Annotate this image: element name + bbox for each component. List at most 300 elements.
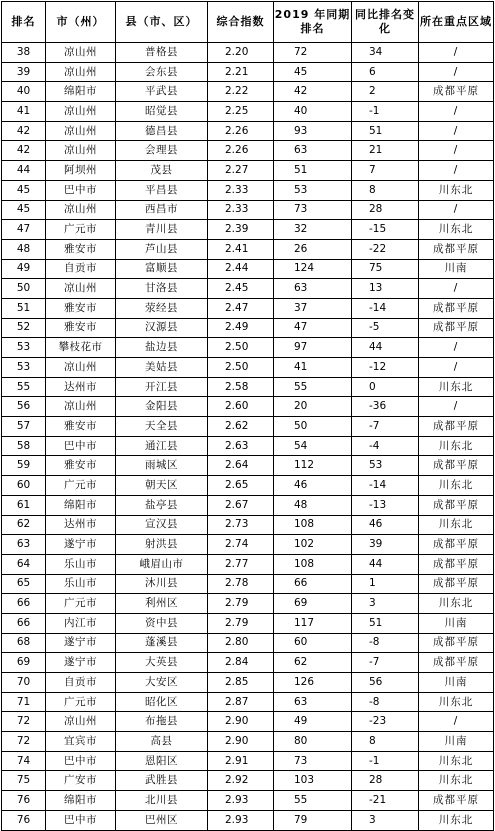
cell-county: 平昌县 [116, 180, 208, 200]
cell-rank-change: -12 [352, 358, 419, 378]
cell-region: / [419, 712, 494, 732]
cell-region: 成都平原 [419, 82, 494, 102]
cell-prev-rank: 80 [274, 732, 352, 752]
cell-city: 凉山州 [46, 102, 116, 122]
cell-composite-index: 2.60 [208, 397, 274, 417]
cell-rank: 59 [2, 456, 46, 476]
cell-city: 凉山州 [46, 200, 116, 220]
cell-composite-index: 2.22 [208, 82, 274, 102]
cell-region: / [419, 358, 494, 378]
cell-rank-change: 1 [352, 574, 419, 594]
cell-county: 大安区 [116, 673, 208, 693]
cell-composite-index: 2.44 [208, 259, 274, 279]
cell-rank-change: 34 [352, 43, 419, 63]
table-row [2, 417, 494, 437]
cell-city: 凉山州 [46, 397, 116, 417]
cell-region: 川东北 [419, 751, 494, 771]
cell-rank-change: 51 [352, 613, 419, 633]
cell-region: / [419, 62, 494, 82]
cell-county: 北川县 [116, 791, 208, 811]
cell-county: 富顺县 [116, 259, 208, 279]
cell-region: / [419, 200, 494, 220]
cell-region: 成都平原 [419, 417, 494, 437]
cell-county: 汉源县 [116, 318, 208, 338]
cell-rank-change: 44 [352, 338, 419, 358]
cell-region: 川南 [419, 613, 494, 633]
table-row [2, 338, 494, 358]
cell-region: 成都平原 [419, 495, 494, 515]
table-header [2, 2, 494, 43]
cell-city: 乐山市 [46, 574, 116, 594]
cell-rank: 47 [2, 220, 46, 240]
cell-rank: 44 [2, 161, 46, 181]
cell-prev-rank: 60 [274, 633, 352, 653]
table-row [2, 771, 494, 791]
cell-composite-index: 2.73 [208, 515, 274, 535]
cell-region: 川东北 [419, 180, 494, 200]
cell-region: 成都平原 [419, 653, 494, 673]
table-row [2, 574, 494, 594]
cell-county: 武胜县 [116, 771, 208, 791]
cell-city: 遂宁市 [46, 653, 116, 673]
cell-county: 昭化区 [116, 692, 208, 712]
cell-city: 绵阳市 [46, 495, 116, 515]
cell-county: 巴州区 [116, 810, 208, 830]
cell-prev-rank: 54 [274, 436, 352, 456]
cell-prev-rank: 93 [274, 121, 352, 141]
header-region: 所在重点区域 [419, 2, 494, 43]
header-city: 市（州） [46, 2, 116, 43]
cell-region: 成都平原 [419, 298, 494, 318]
cell-rank: 61 [2, 495, 46, 515]
cell-rank-change: 13 [352, 279, 419, 299]
cell-composite-index: 2.93 [208, 791, 274, 811]
cell-rank-change: 0 [352, 377, 419, 397]
table-row [2, 82, 494, 102]
table-row [2, 102, 494, 122]
cell-prev-rank: 55 [274, 791, 352, 811]
table-row [2, 259, 494, 279]
cell-rank: 51 [2, 298, 46, 318]
cell-county: 西昌市 [116, 200, 208, 220]
table-row [2, 476, 494, 496]
table-body [2, 43, 494, 831]
cell-rank-change: 53 [352, 456, 419, 476]
cell-city: 广安市 [46, 771, 116, 791]
cell-composite-index: 2.87 [208, 692, 274, 712]
cell-composite-index: 2.49 [208, 318, 274, 338]
cell-region: 成都平原 [419, 318, 494, 338]
table-row [2, 732, 494, 752]
table-row [2, 318, 494, 338]
cell-rank: 64 [2, 554, 46, 574]
table-row [2, 180, 494, 200]
cell-composite-index: 2.92 [208, 771, 274, 791]
cell-rank: 48 [2, 239, 46, 259]
cell-prev-rank: 108 [274, 515, 352, 535]
cell-city: 凉山州 [46, 62, 116, 82]
table-row [2, 594, 494, 614]
cell-rank: 60 [2, 476, 46, 496]
cell-county: 宣汉县 [116, 515, 208, 535]
cell-rank-change: 39 [352, 535, 419, 555]
cell-city: 自贡市 [46, 673, 116, 693]
cell-rank-change: -23 [352, 712, 419, 732]
cell-composite-index: 2.78 [208, 574, 274, 594]
header-row [2, 2, 494, 43]
county-ranking-table [1, 1, 494, 831]
cell-rank: 66 [2, 613, 46, 633]
cell-city: 达州市 [46, 515, 116, 535]
cell-rank-change: 3 [352, 810, 419, 830]
cell-county: 峨眉山市 [116, 554, 208, 574]
cell-region: / [419, 102, 494, 122]
cell-county: 蓬溪县 [116, 633, 208, 653]
cell-rank: 72 [2, 732, 46, 752]
cell-city: 达州市 [46, 377, 116, 397]
cell-rank: 75 [2, 771, 46, 791]
cell-prev-rank: 53 [274, 180, 352, 200]
cell-rank-change: 75 [352, 259, 419, 279]
cell-region: 成都平原 [419, 554, 494, 574]
cell-county: 芦山县 [116, 239, 208, 259]
cell-rank-change: 6 [352, 62, 419, 82]
table-row [2, 377, 494, 397]
cell-city: 雅安市 [46, 417, 116, 437]
cell-county: 恩阳区 [116, 751, 208, 771]
cell-rank-change: 3 [352, 594, 419, 614]
cell-rank: 76 [2, 791, 46, 811]
cell-composite-index: 2.91 [208, 751, 274, 771]
cell-prev-rank: 66 [274, 574, 352, 594]
table-row [2, 692, 494, 712]
cell-rank-change: -14 [352, 476, 419, 496]
cell-rank: 45 [2, 200, 46, 220]
cell-city: 巴中市 [46, 751, 116, 771]
cell-city: 雅安市 [46, 298, 116, 318]
cell-county: 布拖县 [116, 712, 208, 732]
cell-composite-index: 2.33 [208, 180, 274, 200]
cell-city: 自贡市 [46, 259, 116, 279]
cell-prev-rank: 102 [274, 535, 352, 555]
cell-rank: 69 [2, 653, 46, 673]
cell-county: 盐边县 [116, 338, 208, 358]
table-row [2, 535, 494, 555]
cell-rank-change: -8 [352, 692, 419, 712]
cell-prev-rank: 63 [274, 141, 352, 161]
cell-rank-change: 44 [352, 554, 419, 574]
cell-rank: 49 [2, 259, 46, 279]
table-row [2, 810, 494, 830]
cell-rank: 70 [2, 673, 46, 693]
cell-rank: 66 [2, 594, 46, 614]
table-row [2, 633, 494, 653]
cell-rank: 63 [2, 535, 46, 555]
cell-county: 大英县 [116, 653, 208, 673]
cell-city: 绵阳市 [46, 82, 116, 102]
cell-region: 川东北 [419, 810, 494, 830]
cell-prev-rank: 41 [274, 358, 352, 378]
cell-city: 广元市 [46, 692, 116, 712]
cell-prev-rank: 124 [274, 259, 352, 279]
cell-composite-index: 2.74 [208, 535, 274, 555]
cell-county: 美姑县 [116, 358, 208, 378]
cell-county: 射洪县 [116, 535, 208, 555]
cell-prev-rank: 117 [274, 613, 352, 633]
cell-county: 昭觉县 [116, 102, 208, 122]
cell-city: 凉山州 [46, 712, 116, 732]
table-row [2, 751, 494, 771]
cell-prev-rank: 47 [274, 318, 352, 338]
cell-rank: 71 [2, 692, 46, 712]
table-row [2, 43, 494, 63]
cell-region: 成都平原 [419, 535, 494, 555]
cell-county: 平武县 [116, 82, 208, 102]
cell-rank: 74 [2, 751, 46, 771]
cell-composite-index: 2.21 [208, 62, 274, 82]
table-row [2, 121, 494, 141]
cell-city: 雅安市 [46, 239, 116, 259]
cell-composite-index: 2.79 [208, 594, 274, 614]
cell-prev-rank: 49 [274, 712, 352, 732]
table-row [2, 791, 494, 811]
table-row [2, 141, 494, 161]
table-row [2, 436, 494, 456]
cell-prev-rank: 50 [274, 417, 352, 437]
cell-city: 宜宾市 [46, 732, 116, 752]
cell-region: / [419, 279, 494, 299]
cell-region: 成都平原 [419, 574, 494, 594]
cell-county: 高县 [116, 732, 208, 752]
cell-county: 会东县 [116, 62, 208, 82]
cell-rank: 40 [2, 82, 46, 102]
cell-county: 荥经县 [116, 298, 208, 318]
cell-rank: 42 [2, 141, 46, 161]
table-row [2, 673, 494, 693]
cell-rank: 62 [2, 515, 46, 535]
cell-prev-rank: 79 [274, 810, 352, 830]
cell-city: 凉山州 [46, 43, 116, 63]
cell-prev-rank: 51 [274, 161, 352, 181]
cell-composite-index: 2.90 [208, 712, 274, 732]
cell-rank-change: 8 [352, 180, 419, 200]
table-row [2, 653, 494, 673]
cell-county: 德昌县 [116, 121, 208, 141]
cell-rank: 53 [2, 358, 46, 378]
cell-composite-index: 2.80 [208, 633, 274, 653]
cell-rank-change: -15 [352, 220, 419, 240]
cell-rank: 53 [2, 338, 46, 358]
cell-prev-rank: 103 [274, 771, 352, 791]
cell-prev-rank: 48 [274, 495, 352, 515]
cell-prev-rank: 73 [274, 200, 352, 220]
cell-prev-rank: 55 [274, 377, 352, 397]
cell-region: 川东北 [419, 377, 494, 397]
cell-rank: 72 [2, 712, 46, 732]
cell-county: 资中县 [116, 613, 208, 633]
header-rank-change: 同比排名变化 [352, 2, 419, 43]
cell-composite-index: 2.65 [208, 476, 274, 496]
cell-region: 成都平原 [419, 633, 494, 653]
cell-rank: 38 [2, 43, 46, 63]
cell-rank-change: -22 [352, 239, 419, 259]
cell-city: 凉山州 [46, 279, 116, 299]
cell-rank: 68 [2, 633, 46, 653]
cell-prev-rank: 62 [274, 653, 352, 673]
cell-region: 川东北 [419, 594, 494, 614]
cell-county: 盐亭县 [116, 495, 208, 515]
cell-county: 天全县 [116, 417, 208, 437]
cell-county: 朝天区 [116, 476, 208, 496]
cell-region: 川东北 [419, 692, 494, 712]
cell-city: 雅安市 [46, 456, 116, 476]
cell-county: 开江县 [116, 377, 208, 397]
cell-prev-rank: 97 [274, 338, 352, 358]
cell-composite-index: 2.47 [208, 298, 274, 318]
cell-composite-index: 2.62 [208, 417, 274, 437]
cell-prev-rank: 126 [274, 673, 352, 693]
cell-rank-change: 56 [352, 673, 419, 693]
cell-city: 广元市 [46, 594, 116, 614]
cell-rank: 52 [2, 318, 46, 338]
cell-rank-change: 46 [352, 515, 419, 535]
cell-composite-index: 2.33 [208, 200, 274, 220]
cell-composite-index: 2.79 [208, 613, 274, 633]
cell-composite-index: 2.27 [208, 161, 274, 181]
cell-city: 遂宁市 [46, 633, 116, 653]
cell-composite-index: 2.93 [208, 810, 274, 830]
cell-county: 沐川县 [116, 574, 208, 594]
cell-composite-index: 2.64 [208, 456, 274, 476]
cell-region: 川南 [419, 732, 494, 752]
cell-composite-index: 2.77 [208, 554, 274, 574]
cell-rank-change: 21 [352, 141, 419, 161]
table-row [2, 279, 494, 299]
header-county: 县（市、区） [116, 2, 208, 43]
table-row [2, 161, 494, 181]
table-row [2, 358, 494, 378]
cell-rank-change: -36 [352, 397, 419, 417]
cell-prev-rank: 112 [274, 456, 352, 476]
cell-prev-rank: 108 [274, 554, 352, 574]
cell-prev-rank: 26 [274, 239, 352, 259]
cell-county: 茂县 [116, 161, 208, 181]
header-prev-rank: 2019 年同期排名 [274, 2, 352, 43]
cell-rank-change: -13 [352, 495, 419, 515]
table-row [2, 239, 494, 259]
cell-region: 成都平原 [419, 456, 494, 476]
table-row [2, 712, 494, 732]
table-row [2, 220, 494, 240]
cell-city: 攀枝花市 [46, 338, 116, 358]
cell-rank-change: 8 [352, 732, 419, 752]
cell-county: 普格县 [116, 43, 208, 63]
cell-city: 凉山州 [46, 358, 116, 378]
cell-rank: 57 [2, 417, 46, 437]
cell-city: 巴中市 [46, 436, 116, 456]
cell-rank: 58 [2, 436, 46, 456]
cell-region: / [419, 43, 494, 63]
cell-city: 凉山州 [46, 121, 116, 141]
cell-rank-change: -14 [352, 298, 419, 318]
cell-region: / [419, 397, 494, 417]
cell-city: 巴中市 [46, 180, 116, 200]
cell-rank-change: -4 [352, 436, 419, 456]
cell-rank-change: 51 [352, 121, 419, 141]
cell-composite-index: 2.90 [208, 732, 274, 752]
cell-city: 遂宁市 [46, 535, 116, 555]
cell-region: 川南 [419, 259, 494, 279]
cell-city: 广元市 [46, 476, 116, 496]
cell-rank-change: -1 [352, 751, 419, 771]
table-row [2, 397, 494, 417]
cell-county: 利州区 [116, 594, 208, 614]
cell-region: 川东北 [419, 220, 494, 240]
cell-rank-change: -7 [352, 653, 419, 673]
cell-rank: 65 [2, 574, 46, 594]
cell-city: 乐山市 [46, 554, 116, 574]
cell-city: 阿坝州 [46, 161, 116, 181]
cell-county: 金阳县 [116, 397, 208, 417]
cell-city: 雅安市 [46, 318, 116, 338]
table-row [2, 495, 494, 515]
cell-city: 巴中市 [46, 810, 116, 830]
cell-prev-rank: 40 [274, 102, 352, 122]
cell-city: 凉山州 [46, 141, 116, 161]
table-row [2, 515, 494, 535]
table-row [2, 62, 494, 82]
table-row [2, 456, 494, 476]
cell-composite-index: 2.84 [208, 653, 274, 673]
cell-prev-rank: 69 [274, 594, 352, 614]
cell-prev-rank: 45 [274, 62, 352, 82]
cell-region: / [419, 141, 494, 161]
cell-prev-rank: 63 [274, 692, 352, 712]
cell-rank-change: -21 [352, 791, 419, 811]
cell-composite-index: 2.67 [208, 495, 274, 515]
cell-composite-index: 2.20 [208, 43, 274, 63]
cell-region: 川南 [419, 673, 494, 693]
table-row [2, 298, 494, 318]
cell-composite-index: 2.85 [208, 673, 274, 693]
ranking-table-container [1, 1, 494, 831]
cell-composite-index: 2.50 [208, 358, 274, 378]
cell-rank-change: -1 [352, 102, 419, 122]
cell-rank-change: 7 [352, 161, 419, 181]
cell-city: 内江市 [46, 613, 116, 633]
cell-prev-rank: 73 [274, 751, 352, 771]
cell-county: 通江县 [116, 436, 208, 456]
cell-composite-index: 2.41 [208, 239, 274, 259]
cell-county: 雨城区 [116, 456, 208, 476]
cell-rank: 50 [2, 279, 46, 299]
cell-prev-rank: 42 [274, 82, 352, 102]
cell-city: 绵阳市 [46, 791, 116, 811]
cell-prev-rank: 72 [274, 43, 352, 63]
cell-rank: 76 [2, 810, 46, 830]
cell-region: 川东北 [419, 771, 494, 791]
cell-region: 川东北 [419, 515, 494, 535]
cell-city: 广元市 [46, 220, 116, 240]
cell-prev-rank: 46 [274, 476, 352, 496]
cell-prev-rank: 32 [274, 220, 352, 240]
cell-prev-rank: 20 [274, 397, 352, 417]
cell-region: / [419, 338, 494, 358]
cell-rank: 56 [2, 397, 46, 417]
header-rank: 排名 [2, 2, 46, 43]
cell-region: 成都平原 [419, 791, 494, 811]
cell-region: / [419, 161, 494, 181]
